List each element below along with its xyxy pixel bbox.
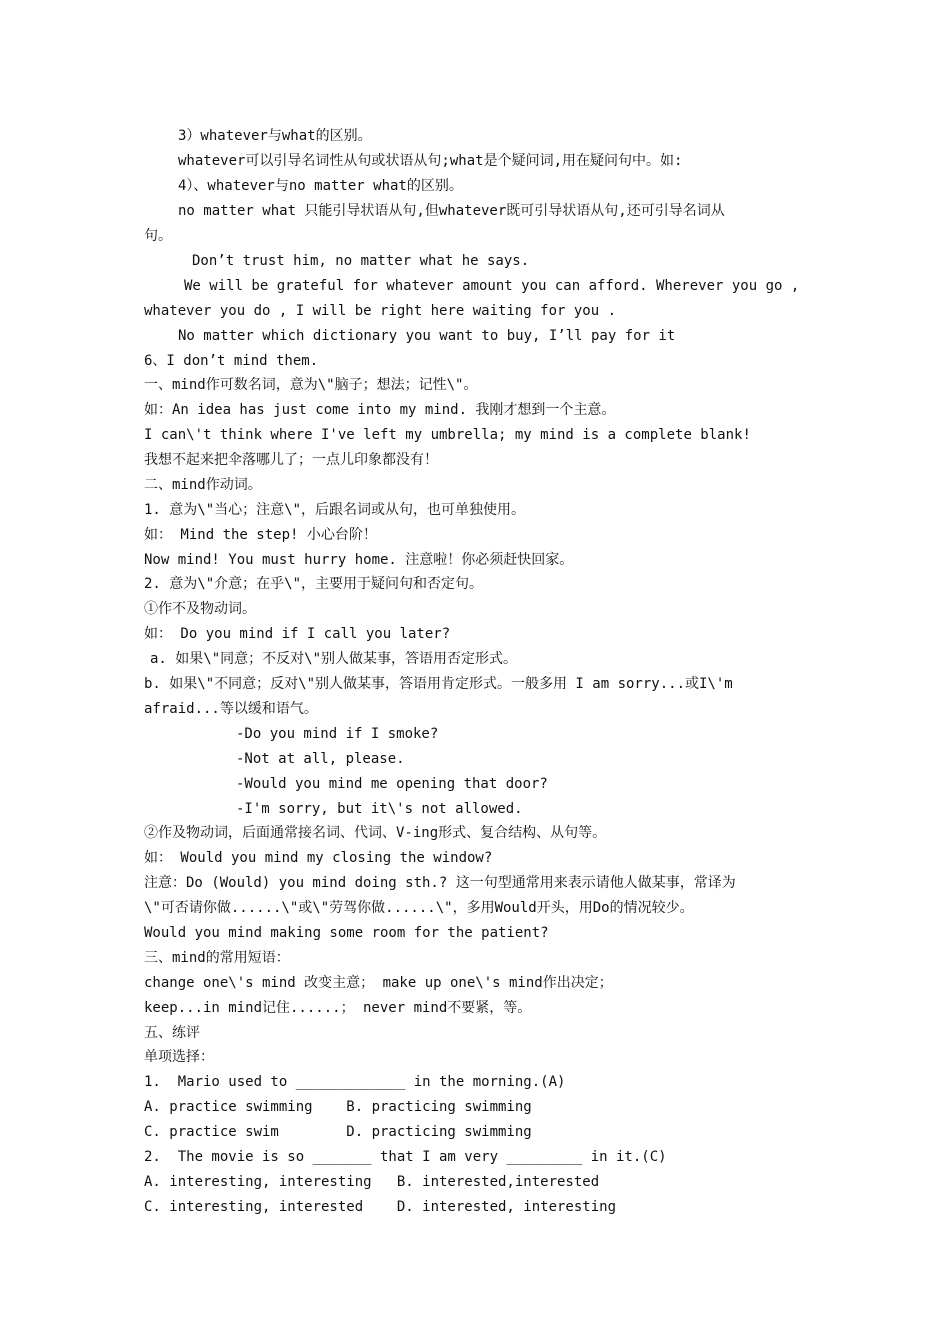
text-line: 3）whatever与what的区别。 — [178, 128, 372, 144]
text-line: We will be grateful for whatever amount you can afford. Wherever you go , — [184, 278, 800, 294]
text-line: Now mind! You must hurry home. 注意啦！你必须赶快回家。 — [144, 552, 574, 568]
text-line: 如： Do you mind if I call you later? — [144, 626, 451, 642]
text-line: -Do you mind if I smoke? — [236, 726, 439, 742]
text-line: 二、mind作动词。 — [144, 477, 262, 493]
text-line: keep...in mind记住......； never mind不要紧，等。 — [144, 1000, 532, 1016]
text-line: ①作不及物动词。 — [144, 601, 256, 617]
text-line: 如：An idea has just come into my mind. 我刚才想到一个主意。 — [144, 402, 616, 418]
text-line: 4）、whatever与no matter what的区别。 — [178, 178, 463, 194]
text-line: b. 如果\"不同意；反对\"别人做某事，答语用肯定形式。一般多用 I am sorry...或I\'m — [144, 676, 733, 692]
text-line: -Would you mind me opening that door? — [236, 776, 548, 792]
text-line: -I'm sorry, but it\'s not allowed. — [236, 801, 523, 817]
text-line: 单项选择： — [144, 1049, 214, 1065]
text-line: 如： Would you mind my closing the window? — [144, 850, 493, 866]
text-line: I can\'t think where I've left my umbrella; my mind is a complete blank! — [144, 427, 751, 443]
text-line: 句。 — [144, 228, 172, 244]
text-line: change one\'s mind 改变主意； make up one\'s mind作出决定； — [144, 975, 613, 991]
text-line: Don’t trust him, no matter what he says. — [192, 253, 530, 269]
text-line: C. interesting, interested D. interested, interesting — [144, 1199, 617, 1215]
text-line: No matter which dictionary you want to buy, I’ll pay for it — [178, 328, 676, 344]
text-line: afraid...等以缓和语气。 — [144, 701, 318, 717]
text-line: -Not at all, please. — [236, 751, 405, 767]
text-line: a. 如果\"同意；不反对\"别人做某事，答语用否定形式。 — [150, 651, 517, 667]
text-line: \"可否请你做......\"或\"劳驾你做......\"，多用Would开头，用Do的情况较少。 — [144, 900, 694, 916]
text-line: whatever you do , I will be right here waiting for you . — [144, 303, 617, 319]
text-line: 1. 意为\"当心；注意\"，后跟名词或从句，也可单独使用。 — [144, 502, 525, 518]
text-line: no matter what 只能引导状语从句,但whatever既可引导状语从句,还可引导名词从 — [178, 203, 725, 219]
text-line: 一、mind作可数名词，意为\"脑子；想法；记性\"。 — [144, 377, 478, 393]
text-line: 五、练评 — [144, 1025, 200, 1041]
text-line: 2. 意为\"介意；在乎\"，主要用于疑问句和否定句。 — [144, 576, 483, 592]
text-line: C. practice swim D. practicing swimming — [144, 1124, 532, 1140]
text-line: 如： Mind the step! 小心台阶！ — [144, 527, 377, 543]
text-line: 三、mind的常用短语： — [144, 950, 290, 966]
text-line: 注意：Do (Would) you mind doing sth.? 这一句型通常用来表示请他人做某事，常译为 — [144, 875, 736, 891]
text-line: ②作及物动词，后面通常接名词、代词、V-ing形式、复合结构、从句等。 — [144, 825, 607, 841]
text-line: 2. The movie is so _______ that I am very _________ in it.(C) — [144, 1149, 667, 1165]
text-line: A. practice swimming B. practicing swimming — [144, 1099, 532, 1115]
text-line: A. interesting, interesting B. interested,interested — [144, 1174, 600, 1190]
text-line: 我想不起来把伞落哪儿了；一点儿印象都没有！ — [144, 452, 438, 468]
text-line: 1. Mario used to _____________ in the morning.(A) — [144, 1074, 566, 1090]
text-line: whatever可以引导名词性从句或状语从句;what是个疑问词,用在疑问句中。如: — [178, 153, 683, 169]
text-line: 6、I don’t mind them. — [144, 353, 319, 369]
text-line: Would you mind making some room for the patient? — [144, 925, 549, 941]
